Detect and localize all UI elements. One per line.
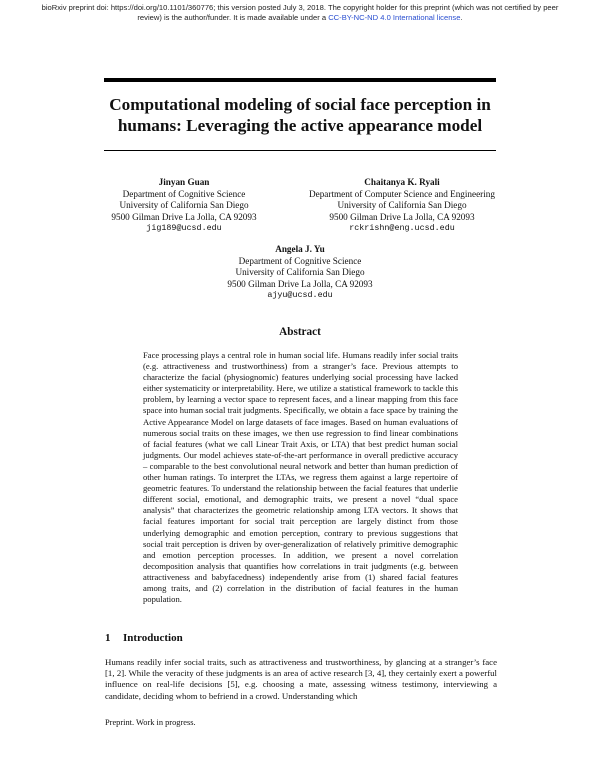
author-block-1	[84, 177, 284, 235]
title-rule-bottom	[104, 150, 496, 151]
title-rule-top	[104, 78, 496, 82]
author-name: Chaitanya K. Ryali	[364, 177, 440, 187]
introduction-body: Humans readily infer social traits, such as attractiveness and trustworthiness, by glancing at a stranger’s face [1, 2]. While the veracity of these judgments is an area of active research [3, 4], they certainly exert a powerful influence on real-life decisions [5], e.g. choosing a mate, assessing witness testimony, interviewing a candidate, deciding whom to befriend in a crowd. Understanding which	[105, 657, 497, 701]
author-dept: Department of Computer Science and Engineering	[309, 188, 495, 199]
author-univ: University of California San Diego	[119, 200, 249, 211]
paper-title: Computational modeling of social face perception in humans: Leveraging the active appearance model	[109, 95, 491, 135]
author-block-2	[296, 177, 508, 235]
author-dept: Department of Cognitive Science	[122, 188, 246, 199]
section-number: 1	[105, 632, 111, 644]
author-univ: University of California San Diego	[235, 267, 365, 278]
author-univ: University of California San Diego	[337, 200, 467, 211]
license-link[interactable]: CC-BY-NC-ND 4.0 International license	[328, 13, 461, 22]
author-address: 9500 Gilman Drive La Jolla, CA 92093	[329, 211, 475, 222]
abstract-body: Face processing plays a central role in human social life. Humans readily infer social traits (e.g. attractiveness and trustworthiness) from a stranger’s face. Previous attempts to characterize the facial (physiognomic) features underlying social processing have lacked either systematicity or interpretability. Here, we utilize a statistical framework to tackle this problem, by learning a vector space to represent faces, and a linear mapping from this face space into human social trait judgments. Specifically, we obtain a face space by training the Active Appearance Model on large datasets of face images. Based on human evaluations of numerous social traits on these images, we then use regression to find linear combinations of facial features (what we call Linear Trait Axis, or LTA) that best predict human social judgments. Our model achieves state-of-the-art performance in overall predictive accuracy – comparable to the best convolutional neural network and better than human prediction of other human ratings. To interpret the LTAs, we regress them against a large repertoire of geometric features. To understand the relationship between the facial features that underlie different social, emotional, and demographic traits, we present a novel “dual space analysis” that characterizes the geometric relationship among LTA vectors. It shows that facial features important for social trait perception are largely distinct from those underlying demographic and emotion perception, contrary to previous suggestions that social trait perception is driven by over-generalization of relatively primitive demographic and emotion perception processes. In addition, we present a novel correlation decomposition analysis that quantifies how correlations in trait judgments (e.g. between attractiveness and babyfacedness) independently arise from (1) shared facial features among traits, and (2) correlation in the distribution of facial features in the human population.	[143, 350, 458, 605]
author-email[interactable]: jig189@ucsd.edu	[146, 223, 222, 234]
author-dept: Department of Cognitive Science	[238, 255, 362, 266]
banner-end: .	[460, 13, 463, 22]
author-name: Angela J. Yu	[275, 244, 325, 254]
author-email[interactable]: rckrishn@eng.ucsd.edu	[349, 223, 455, 234]
author-block-3	[200, 244, 400, 302]
author-name: Jinyan Guan	[158, 177, 210, 187]
section-title: Introduction	[123, 632, 183, 644]
banner-text: bioRxiv preprint doi: https://doi.org/10.1101/360776; this version posted July 3, 2018. The copyright holder for this preprint (which was not certified by peer review) is the author/funder. It is made available under a	[41, 3, 559, 22]
author-email[interactable]: ajyu@ucsd.edu	[267, 290, 333, 301]
author-address: 9500 Gilman Drive La Jolla, CA 92093	[111, 211, 257, 222]
preprint-banner	[40, 3, 560, 23]
section-heading-introduction	[105, 632, 183, 644]
abstract-heading: Abstract	[279, 326, 321, 338]
author-address: 9500 Gilman Drive La Jolla, CA 92093	[227, 278, 373, 289]
footer-note: Preprint. Work in progress.	[105, 718, 196, 727]
